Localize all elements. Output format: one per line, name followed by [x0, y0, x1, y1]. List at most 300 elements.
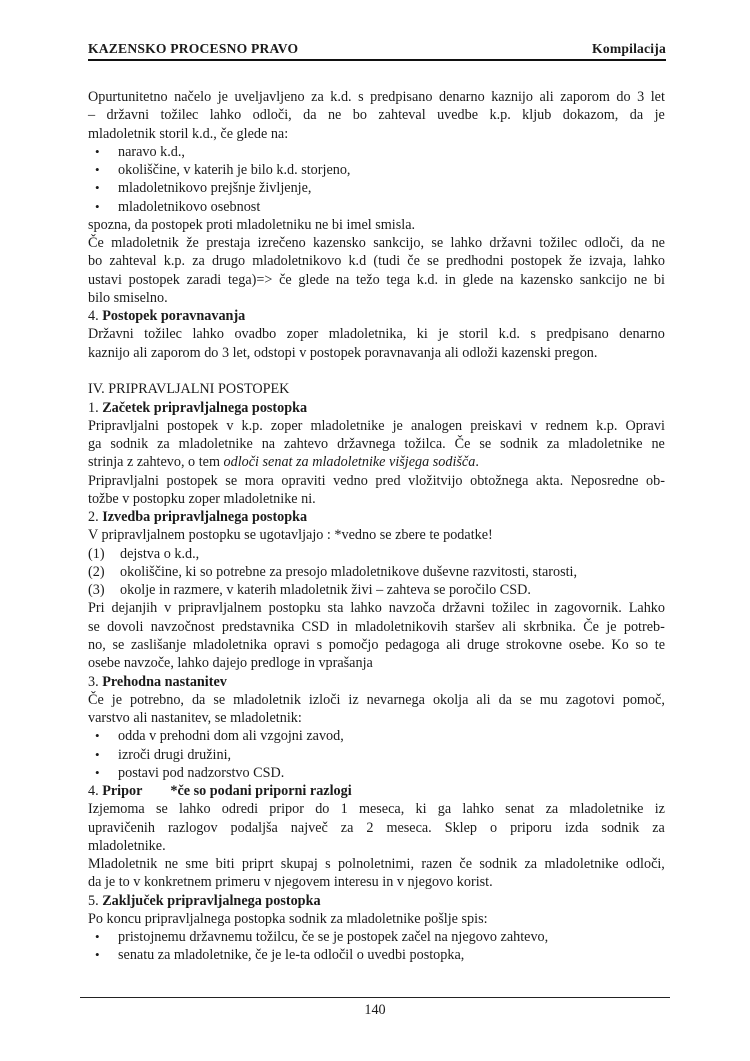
text-segment: IV. PRIPRAVLJALNI POSTOPEK	[88, 381, 290, 398]
text-line	[88, 837, 665, 855]
word: mladoletnika	[192, 636, 267, 653]
text-line	[88, 344, 665, 362]
text-line	[88, 873, 665, 891]
word: ne	[651, 235, 665, 252]
word: ga	[437, 801, 452, 818]
word: že	[569, 253, 582, 270]
word: CSD	[301, 618, 330, 635]
list-number: (2)	[88, 563, 105, 580]
bullet-item	[88, 179, 665, 197]
page-number: 140	[364, 1002, 386, 1018]
text-segment: kaznijo ali zaporom do 3 let, odstopi v postopek poravnavanja ali odloži kazenski pregon.	[88, 344, 598, 361]
word: k.d	[348, 253, 367, 270]
word: pripravljalnem	[178, 600, 262, 617]
bullet-icon: •	[95, 746, 100, 762]
page-header	[88, 41, 666, 61]
word: mladoletnik	[233, 691, 301, 708]
numbered-item	[88, 563, 665, 581]
text-segment: da je to v konkretnem primeru v njegovem interesu in v njegovo korist.	[88, 874, 493, 891]
word: upravičenih	[88, 819, 155, 836]
word: je	[654, 107, 665, 124]
text-line	[88, 691, 665, 709]
text-line	[88, 125, 665, 143]
text-segment: Izvedba pripravljalnega postopka	[102, 509, 308, 526]
bullet-item	[88, 143, 665, 161]
word: no,	[88, 636, 106, 653]
word: v	[530, 417, 538, 434]
word: lahko	[192, 326, 224, 343]
word: državni	[489, 235, 532, 252]
word: dejanjih	[111, 600, 158, 617]
word: podaljša	[230, 819, 278, 836]
word: priporu	[510, 819, 552, 836]
text-segment: Pripor	[102, 783, 143, 800]
word: zagovornik.	[554, 600, 622, 617]
word: iz	[654, 801, 665, 818]
word: akta.	[535, 472, 564, 489]
word: zoper	[270, 417, 303, 434]
word: da	[629, 107, 644, 124]
word: je	[606, 618, 617, 635]
text-segment: *če so podani priporni razlogi	[170, 783, 352, 800]
text-segment: mladoletnike.	[88, 837, 166, 854]
word: 1	[340, 801, 348, 818]
text-segment: postavi pod nadzorstvo CSD.	[118, 764, 285, 781]
word: in	[536, 600, 548, 617]
word: razlogov	[167, 819, 218, 836]
word: lahko	[633, 253, 665, 270]
word: lahko	[462, 801, 494, 818]
word: če	[459, 856, 472, 873]
word: nevarnega	[366, 691, 425, 708]
word: opraviti	[281, 472, 326, 489]
text-line	[88, 271, 665, 289]
numbered-item	[88, 545, 665, 563]
word: izda	[564, 819, 589, 836]
word: opravi	[273, 636, 310, 653]
word: za	[546, 436, 560, 453]
word: senat	[505, 801, 535, 818]
word: za	[192, 253, 205, 270]
word: dovoli	[107, 618, 144, 635]
word: Pripravljalni	[88, 417, 159, 434]
word: Sklep	[444, 819, 478, 836]
section-heading	[88, 399, 665, 417]
text-line	[88, 636, 665, 654]
word: tožilec	[144, 326, 182, 343]
word: o	[490, 819, 498, 836]
word: tega	[386, 271, 411, 288]
chapter-heading	[88, 380, 665, 398]
text-segment: Zaključek pripravljalnega postopka	[102, 892, 321, 909]
word: je	[392, 417, 403, 434]
word: sankcijo,	[373, 235, 425, 252]
word: analogen	[410, 417, 463, 434]
text-line	[88, 216, 665, 234]
word: mladoletnikovih	[354, 618, 448, 635]
word: Če	[88, 235, 104, 252]
word: da	[630, 235, 645, 252]
word: s	[316, 636, 323, 653]
word: se	[479, 436, 492, 453]
word: Državni	[88, 326, 134, 343]
word: kazensko	[313, 235, 366, 252]
word: za	[545, 801, 559, 818]
section-heading	[88, 782, 665, 800]
word: ali	[539, 89, 554, 105]
word: ustavi	[88, 271, 122, 288]
text-line	[88, 417, 665, 435]
word: skrbnika.	[523, 618, 576, 635]
word: izrečeno	[257, 235, 306, 252]
text-segment: mladoletnik storil k.d., če glede na:	[88, 125, 289, 142]
word: Neposredne	[570, 472, 639, 489]
word: 2	[366, 819, 374, 836]
word: Če	[583, 618, 599, 635]
text-segment: mladoletnikovo prejšnje življenje,	[118, 180, 312, 197]
text-segment: okolje in razmere, v katerih mladoletnik živi – zahteva se poročilo CSD.	[120, 582, 531, 599]
word: ne	[327, 107, 342, 124]
word: Če	[88, 691, 104, 708]
word: tožilec	[491, 600, 530, 617]
word: navzočnost	[150, 618, 215, 635]
word: kljub	[522, 107, 552, 124]
word: če	[279, 271, 292, 288]
word: že	[186, 235, 199, 252]
word: pred	[375, 472, 401, 489]
word: ob-	[646, 472, 665, 489]
word: druge	[467, 636, 500, 653]
word: da	[191, 691, 206, 708]
word: Opravi	[625, 417, 665, 434]
text-segment: dejstva o k.d.,	[120, 545, 200, 562]
header-right-title: Kompilacija	[592, 41, 666, 56]
text-segment: okoliščine, ki so potrebne za presojo mladoletnikove duševne razvitosti, starosti,	[120, 563, 578, 580]
word: mladoletnikovo	[252, 253, 342, 270]
bullet-icon: •	[95, 947, 100, 963]
word: meseca.	[386, 819, 432, 836]
word: izvaja,	[588, 253, 627, 270]
word: osebe.	[568, 636, 605, 653]
word: največ	[290, 819, 328, 836]
word: državni	[106, 107, 150, 124]
word: glede	[462, 271, 494, 288]
word: ali	[446, 636, 461, 653]
bullet-item	[88, 764, 665, 782]
word: se	[519, 691, 532, 708]
numbered-item	[88, 581, 665, 599]
word: ki	[416, 326, 428, 343]
word: mladoletnike	[569, 801, 644, 818]
word: navzoča	[388, 600, 436, 617]
word: je	[438, 326, 449, 343]
word: zaslišanje	[130, 636, 187, 653]
word: za	[652, 819, 665, 836]
word: lahko	[450, 235, 483, 252]
word: Lahko	[628, 600, 665, 617]
word: mu	[539, 691, 558, 708]
text-segment: spozna, da postopek proti mladoletniku ne bi imel smisla.	[88, 216, 416, 233]
word: se	[112, 636, 125, 653]
word: pripor	[269, 801, 304, 818]
text-segment: osebe navzoče, lahko dajejo predloge in vprašanja	[88, 655, 373, 672]
list-number: (1)	[88, 545, 105, 562]
word: ali	[476, 691, 491, 708]
text-segment: Postopek poravnavanja	[102, 308, 246, 325]
section-heading	[88, 508, 665, 526]
word: Pri	[88, 600, 105, 617]
text-line	[88, 618, 665, 636]
word: k.p.	[596, 417, 618, 434]
text-segment: naravo k.d.,	[118, 143, 185, 160]
word: Ko	[611, 636, 629, 653]
word: predpisano	[370, 89, 433, 105]
word: dokazom,	[562, 107, 619, 124]
word: strokovne	[506, 636, 563, 653]
bullet-icon: •	[95, 198, 100, 214]
word: biti	[215, 856, 235, 873]
word: drugo	[211, 253, 246, 270]
text-segment: okoliščine, v katerih je bilo k.d. storjeno,	[118, 162, 351, 179]
text-line	[88, 819, 665, 837]
word: lahko	[350, 600, 382, 617]
word: za	[340, 819, 354, 836]
bullet-item	[88, 727, 665, 745]
word: postopek	[510, 253, 562, 270]
word: do	[315, 801, 330, 818]
word: s	[358, 89, 364, 105]
word: državni	[442, 600, 485, 617]
word: kaznijo	[491, 89, 533, 105]
word: staršev	[455, 618, 495, 635]
word: postopek	[128, 271, 180, 288]
section-heading	[88, 892, 665, 910]
text-line	[88, 252, 665, 270]
word: bi	[653, 271, 665, 288]
word: državnega	[337, 436, 396, 453]
word: obtožnega	[470, 472, 529, 489]
word: sme	[185, 856, 209, 873]
word: pomočjo	[328, 636, 379, 653]
text-segment: 4.	[88, 308, 103, 325]
word: preiskavi	[470, 417, 523, 434]
word: 3	[637, 89, 645, 105]
word: mladoletnik	[111, 235, 179, 252]
word: potreb-	[623, 618, 665, 635]
text-segment: varstvo ali nastanitev, se mladoletnik:	[88, 710, 302, 727]
word: mladoletnike	[310, 417, 385, 434]
text-segment: senatu za mladoletnike, če je le-ta odločil o uvedbi postopka,	[118, 947, 465, 964]
word: ne	[164, 856, 179, 873]
text-segment: tožbe v postopku zoper mladoletnike ni.	[88, 490, 316, 507]
word: na	[500, 271, 514, 288]
word: v	[226, 417, 234, 434]
text-segment: strinja z zahtevo, o tem	[88, 454, 224, 471]
word: uveljavljeno	[234, 89, 305, 105]
bullet-item	[88, 746, 665, 764]
text-line	[88, 289, 665, 307]
word: tega)=>	[227, 271, 273, 288]
text-line	[88, 88, 665, 106]
word: zagotovi	[565, 691, 615, 708]
bullet-icon: •	[95, 764, 100, 780]
word: denarno	[619, 326, 665, 343]
word: rednem	[545, 417, 589, 434]
word: je	[111, 691, 122, 708]
word: –	[88, 107, 96, 124]
word: zahteval	[109, 253, 157, 270]
text-segment: 2.	[88, 509, 103, 526]
bullet-item	[88, 946, 665, 964]
word: zahteval	[378, 107, 426, 124]
word: težo	[356, 271, 380, 288]
word: Če	[454, 436, 471, 453]
word: okolja	[432, 691, 469, 708]
word: ne	[651, 436, 665, 453]
word: kazensko	[520, 271, 573, 288]
text-line	[88, 490, 665, 508]
word: bo	[88, 253, 103, 270]
text-segment: 4.	[88, 783, 103, 800]
word: uvedbe	[437, 107, 479, 124]
word: predpisano	[546, 326, 609, 343]
section-heading	[88, 307, 665, 325]
word: sankcijo	[579, 271, 627, 288]
text-segment: 1.	[88, 399, 103, 416]
word: se	[213, 691, 226, 708]
text-line	[88, 453, 665, 471]
word: sodnik	[601, 819, 640, 836]
word: pedagoga	[385, 636, 440, 653]
word: bo	[352, 107, 367, 124]
text-segment: Po koncu pripravljalnega postopka sodnik za mladoletnike pošlje spis:	[88, 910, 488, 927]
bullet-item	[88, 198, 665, 216]
word: izloči	[308, 691, 341, 708]
list-number: (3)	[88, 582, 105, 599]
header-left-title: KAZENSKO PROCESNO PRAVO	[88, 41, 299, 56]
word: do	[616, 89, 631, 105]
word: načelo	[174, 89, 212, 105]
word: meseca,	[358, 801, 405, 818]
word: denarno	[438, 89, 485, 105]
word: sodnik	[110, 436, 149, 453]
word: odloči,	[625, 856, 665, 873]
word: lahko	[209, 107, 242, 124]
word: za	[311, 89, 324, 105]
footer-divider	[80, 997, 670, 998]
word: Mladoletnik	[88, 856, 158, 873]
bullet-icon: •	[95, 929, 100, 945]
word: k.d.	[416, 271, 439, 288]
bullet-icon: •	[95, 728, 100, 744]
text-line	[88, 234, 665, 252]
word: razen	[421, 856, 453, 873]
word: potrebno,	[129, 691, 184, 708]
word: zaporom	[560, 89, 610, 105]
word: lahko	[179, 801, 211, 818]
word: k.d.	[330, 89, 352, 105]
bullet-icon: •	[95, 162, 100, 178]
word: na	[335, 271, 350, 288]
bullet-icon: •	[95, 180, 100, 196]
word: in	[444, 271, 456, 288]
text-line	[88, 435, 665, 453]
bullet-item	[88, 928, 665, 946]
word: k.p.	[241, 417, 263, 434]
word: predhodni	[446, 253, 504, 270]
text-segment: odloči senat za mladoletnike višjega sodišča	[223, 454, 476, 471]
word: zoper	[286, 326, 319, 343]
word: mladoletnike	[178, 436, 253, 453]
word: da	[498, 691, 512, 708]
word: let	[650, 89, 665, 105]
text-segment: odda v prehodni dom ali vzgojni zavod,	[118, 728, 344, 745]
word: storil	[459, 326, 489, 343]
word: postopek	[167, 417, 219, 434]
word: (tudi	[373, 253, 401, 270]
word: mladoletnike	[568, 436, 643, 453]
word: se	[155, 801, 168, 818]
bullet-item	[88, 161, 665, 179]
word: je	[217, 89, 228, 105]
text-segment: 3.	[88, 673, 103, 690]
section-heading	[88, 673, 665, 691]
word: te	[654, 636, 665, 653]
word: se	[225, 472, 238, 489]
word: se	[431, 235, 444, 252]
text-line	[88, 654, 665, 672]
word: mladoletnika,	[328, 326, 407, 343]
word: zaradi	[186, 271, 222, 288]
text-line	[88, 599, 665, 617]
word: da	[303, 107, 317, 124]
word: k.d.	[498, 326, 520, 343]
word: iz	[348, 691, 359, 708]
word: v	[164, 600, 172, 617]
word: priprt	[241, 856, 274, 873]
word: se	[88, 618, 100, 635]
word: vložitvijo	[408, 472, 463, 489]
word: tožilec	[160, 107, 199, 124]
word: za	[524, 856, 538, 873]
text-line	[88, 709, 665, 727]
word: prestaja	[206, 235, 251, 252]
word: tožilca.	[404, 436, 446, 453]
word: ne	[633, 271, 648, 288]
word: pomoč,	[622, 691, 665, 708]
word: ovadbo	[234, 326, 277, 343]
word: postopku	[268, 600, 321, 617]
word: ga	[88, 436, 102, 453]
word: skupaj	[280, 856, 318, 873]
word: sta	[327, 600, 344, 617]
word: mladoletnike	[544, 856, 619, 873]
word: tožilec	[539, 235, 578, 252]
text-segment: pristojnemu državnemu tožilcu, če se je postopek začel na njegovo zahtevo,	[118, 929, 549, 946]
word: mora	[244, 472, 274, 489]
text-segment: Prehodna nastanitev	[102, 673, 227, 690]
text-line	[88, 526, 665, 544]
word: k.p.	[163, 253, 186, 270]
text-segment: .	[475, 454, 479, 471]
text-segment: bilo smiselno.	[88, 289, 168, 306]
word: sodnik	[500, 436, 538, 453]
text-line	[88, 325, 665, 343]
text-segment: 5.	[88, 892, 103, 909]
word: glede	[298, 271, 330, 288]
word: odloči,	[584, 235, 624, 252]
word: postopek	[166, 472, 218, 489]
